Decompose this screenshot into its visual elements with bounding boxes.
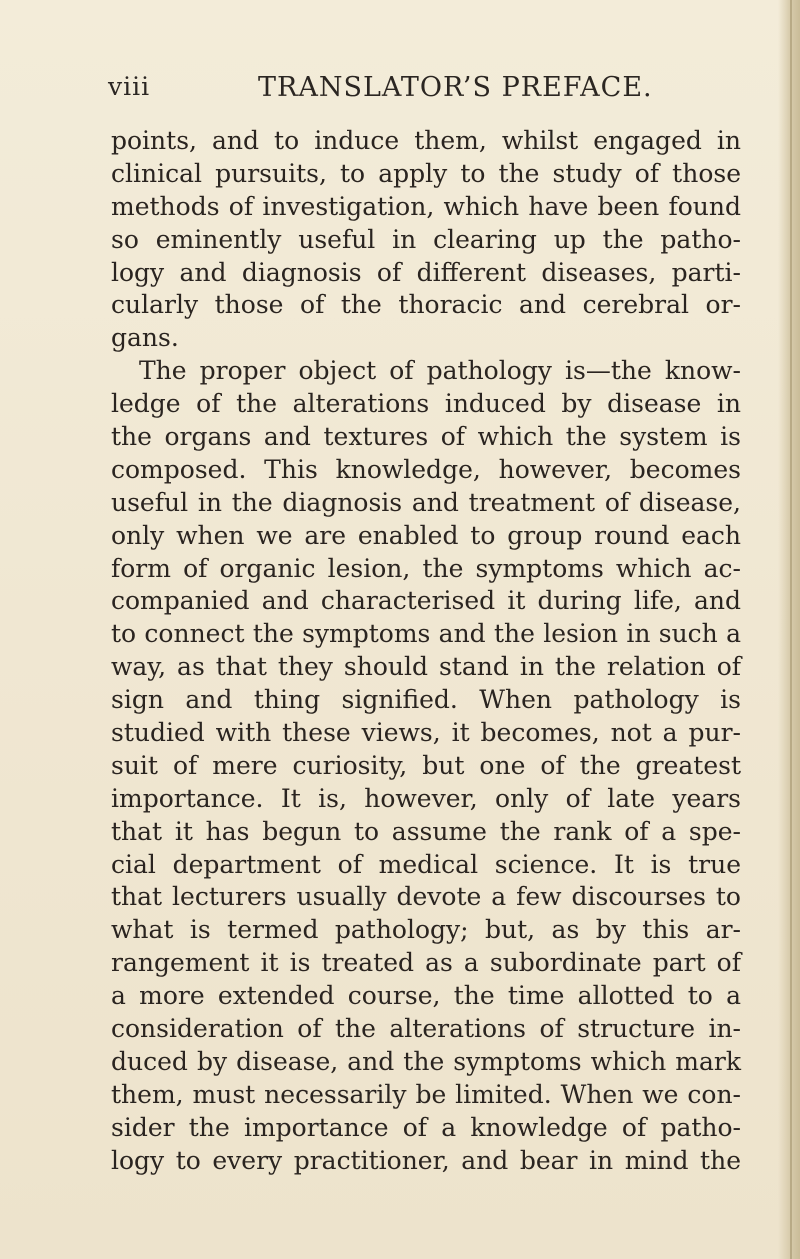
running-head: TRANSLATOR’S PREFACE. xyxy=(258,72,653,103)
text-line: gans. xyxy=(111,323,179,353)
text-line: a more extended course, the time allotted to a xyxy=(111,981,741,1011)
text-line: duced by disease, and the symptoms which mark xyxy=(111,1046,741,1076)
text-line: useful in the diagnosis and treatment of disease, xyxy=(111,487,741,517)
text-line: The proper object of pathology is—the know- xyxy=(139,356,741,386)
text-line: that lecturers usually devote a few discourses to xyxy=(111,882,741,912)
text-line: cial department of medical science. It is true xyxy=(111,849,741,879)
text-line: sider the importance of a knowledge of patho- xyxy=(111,1112,741,1142)
text-line: way, as that they should stand in the relation of xyxy=(111,652,741,682)
text-line: suit of mere curiosity, but one of the greatest xyxy=(111,750,741,780)
text-line: them, must necessarily be limited. When we con- xyxy=(111,1079,741,1109)
text-line: logy to every practitioner, and bear in mind the xyxy=(111,1145,741,1175)
text-line: what is termed pathology; but, as by this ar- xyxy=(111,915,741,945)
text-line: importance. It is, however, only of late years xyxy=(111,783,741,813)
text-line: so eminently useful in clearing up the patho- xyxy=(111,224,741,254)
text-line: to connect the symptoms and the lesion in such a xyxy=(111,619,741,649)
text-line: logy and diagnosis of different diseases, parti- xyxy=(111,257,741,287)
text-line: the organs and textures of which the system is xyxy=(111,422,741,452)
page-edge-rule xyxy=(790,0,792,1259)
text-line: points, and to induce them, whilst engaged in xyxy=(111,126,741,155)
text-line: clinical pursuits, to apply to the study of those xyxy=(111,158,741,188)
text-line: rangement it is treated as a subordinate part of xyxy=(111,948,741,978)
text-line: sign and thing signified. When pathology is xyxy=(111,685,741,715)
text-line: cularly those of the thoracic and cerebral or- xyxy=(111,290,741,320)
page-number: viii xyxy=(108,72,151,101)
page-edge-shadow xyxy=(778,0,800,1259)
page-header xyxy=(108,72,768,112)
text-line: composed. This knowledge, however, becomes xyxy=(111,454,741,484)
text-line: that it has begun to assume the rank of a spe- xyxy=(111,816,741,846)
text-line: consideration of the alterations of structure in- xyxy=(111,1014,741,1044)
text-line: methods of investigation, which have been found xyxy=(111,191,741,221)
text-line: only when we are enabled to group round each xyxy=(111,520,741,550)
text-line: form of organic lesion, the symptoms which ac- xyxy=(111,553,741,583)
text-line: companied and characterised it during life, and xyxy=(111,586,741,616)
text-line: ledge of the alterations induced by disease in xyxy=(111,389,741,419)
body-text xyxy=(111,125,741,1178)
text-line: studied with these views, it becomes, not a pur- xyxy=(111,718,741,748)
